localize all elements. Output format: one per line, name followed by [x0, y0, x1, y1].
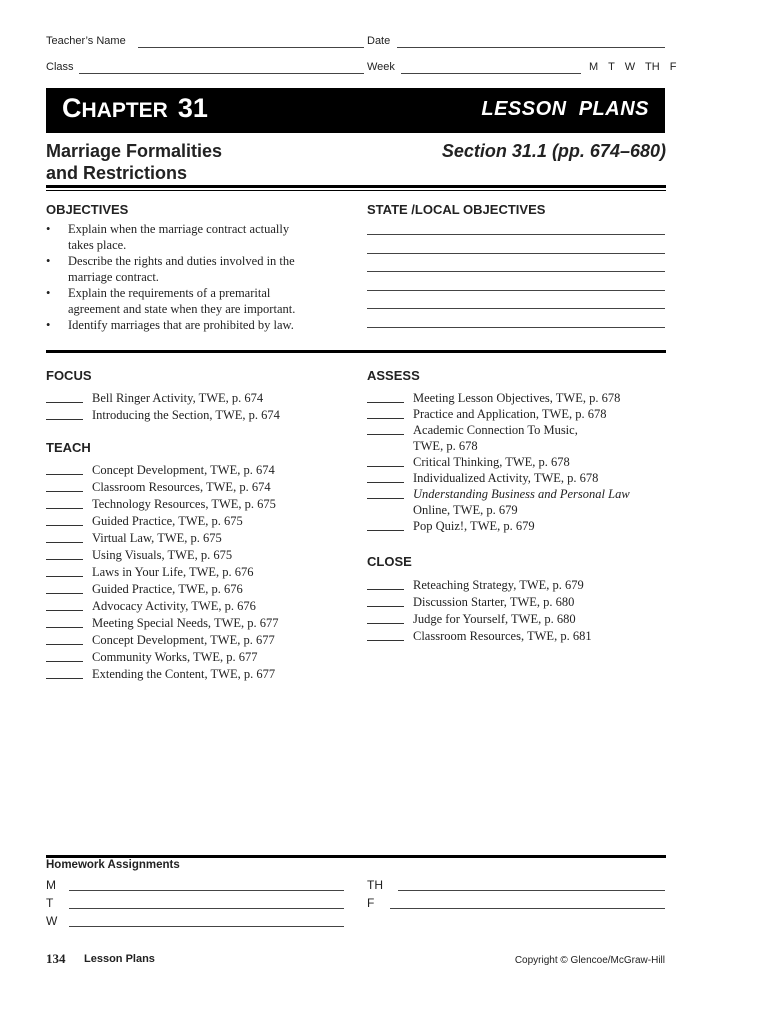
copyright: Copyright © Glencoe/McGraw-Hill — [514, 955, 665, 966]
date-label: Date — [367, 35, 391, 47]
objectives-heading: OBJECTIVES — [46, 202, 129, 217]
check-blank[interactable] — [46, 593, 83, 594]
week-field[interactable] — [401, 73, 581, 74]
close-list — [367, 577, 592, 645]
teach-item — [46, 615, 279, 632]
check-blank[interactable] — [46, 419, 83, 420]
objectives-list — [46, 222, 346, 335]
check-blank[interactable] — [46, 661, 83, 662]
teach-item — [46, 649, 279, 666]
teacher-name-label: Teacher’s Name — [46, 35, 126, 47]
teach-item-text: Classroom Resources, TWE, p. 674 — [92, 480, 271, 494]
teach-item — [46, 564, 279, 581]
state-objective-line[interactable] — [367, 234, 665, 235]
check-blank[interactable] — [367, 498, 404, 499]
objective-item: • Describe the rights and duties involved in the marriage contract. — [46, 254, 295, 284]
teach-item-text: Technology Resources, TWE, p. 675 — [92, 497, 276, 511]
chapter-title-initial: C — [62, 93, 82, 123]
assess-item-text: Academic Connection To Music, — [413, 423, 578, 437]
state-objectives-heading: STATE /LOCAL OBJECTIVES — [367, 202, 546, 217]
teach-item-text: Virtual Law, TWE, p. 675 — [92, 531, 222, 545]
close-item — [367, 611, 592, 628]
check-blank[interactable] — [367, 434, 404, 435]
homework-line-th[interactable] — [398, 890, 665, 891]
assess-item-text-cont: TWE, p. 678 — [413, 439, 478, 453]
teach-item-text: Guided Practice, TWE, p. 675 — [92, 514, 243, 528]
teach-item-text: Community Works, TWE, p. 677 — [92, 650, 258, 664]
assess-item — [367, 390, 630, 406]
objective-text: Describe the rights and duties involved in the — [68, 254, 295, 268]
objective-text-cont: takes place. — [68, 237, 127, 252]
teach-heading: TEACH — [46, 440, 91, 455]
state-objective-line[interactable] — [367, 290, 665, 291]
state-objective-line[interactable] — [367, 253, 665, 254]
page-number: 134 — [46, 951, 66, 966]
teach-item — [46, 547, 279, 564]
state-objective-line[interactable] — [367, 308, 665, 309]
check-blank[interactable] — [367, 530, 404, 531]
check-blank[interactable] — [46, 678, 83, 679]
section-divider-thin — [46, 190, 666, 191]
check-blank[interactable] — [367, 418, 404, 419]
date-field[interactable] — [397, 47, 665, 48]
teach-list — [46, 462, 279, 683]
assess-list — [367, 390, 630, 534]
class-label: Class — [46, 61, 74, 73]
close-heading: CLOSE — [367, 554, 412, 569]
assess-item — [367, 470, 630, 486]
focus-divider — [46, 350, 666, 353]
assess-item-text: Pop Quiz!, TWE, p. 679 — [413, 519, 535, 533]
check-blank[interactable] — [367, 402, 404, 403]
focus-item — [46, 407, 280, 424]
homework-day-t: T — [46, 896, 54, 910]
assess-item-text-cont: Online, TWE, p. 679 — [413, 503, 518, 517]
check-blank[interactable] — [46, 508, 83, 509]
objective-text: Identify marriages that are prohibited by law. — [68, 318, 294, 332]
focus-heading: FOCUS — [46, 368, 92, 383]
check-blank[interactable] — [46, 525, 83, 526]
teach-item — [46, 666, 279, 683]
assess-item-text: Practice and Application, TWE, p. 678 — [413, 407, 607, 421]
footer-section-name: Lesson Plans — [84, 953, 155, 965]
assess-item — [367, 406, 630, 422]
teach-item — [46, 496, 279, 513]
homework-heading: Homework Assignments — [46, 859, 180, 871]
teacher-name-field[interactable] — [138, 47, 364, 48]
check-blank[interactable] — [46, 491, 83, 492]
close-item-text: Reteaching Strategy, TWE, p. 679 — [413, 578, 584, 592]
homework-line-w[interactable] — [69, 926, 344, 927]
objective-text: Explain when the marriage contract actually — [68, 222, 290, 236]
check-blank[interactable] — [46, 576, 83, 577]
week-label: Week — [367, 61, 395, 73]
chapter-number: 31 — [177, 93, 208, 123]
close-item — [367, 628, 592, 645]
objective-item: • Explain when the marriage contract actually takes place. — [46, 222, 290, 252]
check-blank[interactable] — [367, 482, 404, 483]
teach-item-text: Extending the Content, TWE, p. 677 — [92, 667, 276, 681]
teach-item-text: Guided Practice, TWE, p. 676 — [92, 582, 243, 596]
homework-day-w: W — [46, 914, 58, 928]
teach-item-text: Concept Development, TWE, p. 674 — [92, 463, 275, 477]
chapter-banner — [46, 88, 665, 133]
close-item — [367, 577, 592, 594]
focus-item-text: Introducing the Section, TWE, p. 674 — [92, 408, 280, 422]
focus-item — [46, 390, 280, 407]
teach-item — [46, 530, 279, 547]
lesson-plans-title: LESSON PLANS — [481, 98, 649, 120]
check-blank[interactable] — [367, 589, 404, 590]
section-title — [46, 140, 222, 184]
teach-item — [46, 513, 279, 530]
state-objective-line[interactable] — [367, 327, 665, 328]
focus-list — [46, 390, 280, 424]
teach-item-text: Concept Development, TWE, p. 677 — [92, 633, 275, 647]
teach-item — [46, 479, 279, 496]
assess-item-text: Understanding Business and Personal Law — [413, 487, 630, 501]
homework-day-f: F — [367, 896, 375, 910]
assess-item — [367, 518, 630, 534]
check-blank[interactable] — [46, 610, 83, 611]
homework-day-m: M — [46, 878, 56, 892]
objective-item: • Explain the requirements of a premarital agreement and state when they are important. — [46, 286, 296, 316]
check-blank[interactable] — [46, 402, 83, 403]
teach-item — [46, 598, 279, 615]
check-blank[interactable] — [46, 559, 83, 560]
homework-line-m[interactable] — [69, 890, 344, 891]
teach-item-text: Meeting Special Needs, TWE, p. 677 — [92, 616, 279, 630]
assess-item — [367, 422, 630, 454]
check-blank[interactable] — [367, 606, 404, 607]
section-title-line1: Marriage Formalities — [46, 141, 223, 161]
teach-item — [46, 581, 279, 598]
section-divider-thick — [46, 185, 666, 188]
teach-item-text: Laws in Your Life, TWE, p. 676 — [92, 565, 254, 579]
close-item-text: Classroom Resources, TWE, p. 681 — [413, 629, 592, 643]
assess-item-text: Individualized Activity, TWE, p. 678 — [413, 471, 599, 485]
objective-text-cont: agreement and state when they are important. — [68, 301, 296, 316]
focus-item-text: Bell Ringer Activity, TWE, p. 674 — [92, 391, 264, 405]
homework-line-t[interactable] — [69, 908, 344, 909]
homework-line-f[interactable] — [390, 908, 665, 909]
teach-item — [46, 462, 279, 479]
objective-item: • Identify marriages that are prohibited by law. — [46, 318, 294, 332]
assess-item-text: Critical Thinking, TWE, p. 678 — [413, 455, 570, 469]
check-blank[interactable] — [46, 474, 83, 475]
objective-text: Explain the requirements of a premarital — [68, 286, 271, 300]
chapter-title-rest: HAPTER — [81, 99, 168, 122]
teach-item-text: Advocacy Activity, TWE, p. 676 — [92, 599, 256, 613]
check-blank[interactable] — [46, 542, 83, 543]
assess-heading: ASSESS — [367, 368, 420, 383]
check-blank[interactable] — [46, 627, 83, 628]
state-objective-line[interactable] — [367, 271, 665, 272]
objective-text-cont: marriage contract. — [68, 269, 159, 284]
assess-item — [367, 486, 630, 518]
teach-item-text: Using Visuals, TWE, p. 675 — [92, 548, 233, 562]
check-blank[interactable] — [46, 644, 83, 645]
section-title-line2: and Restrictions — [46, 163, 188, 183]
check-blank[interactable] — [367, 623, 404, 624]
section-reference: Section 31.1 (pp. 674–680) — [441, 141, 666, 161]
close-item-text: Judge for Yourself, TWE, p. 680 — [413, 612, 576, 626]
assess-item — [367, 454, 630, 470]
teach-item — [46, 632, 279, 649]
homework-divider — [46, 855, 666, 858]
class-field[interactable] — [79, 73, 364, 74]
close-item — [367, 594, 592, 611]
assess-item-text: Meeting Lesson Objectives, TWE, p. 678 — [413, 391, 621, 405]
check-blank[interactable] — [367, 466, 404, 467]
homework-day-th: TH — [367, 878, 383, 892]
check-blank[interactable] — [367, 640, 404, 641]
weekday-options[interactable]: M T W TH F — [589, 61, 677, 73]
close-item-text: Discussion Starter, TWE, p. 680 — [413, 595, 575, 609]
chapter-title — [62, 93, 208, 124]
